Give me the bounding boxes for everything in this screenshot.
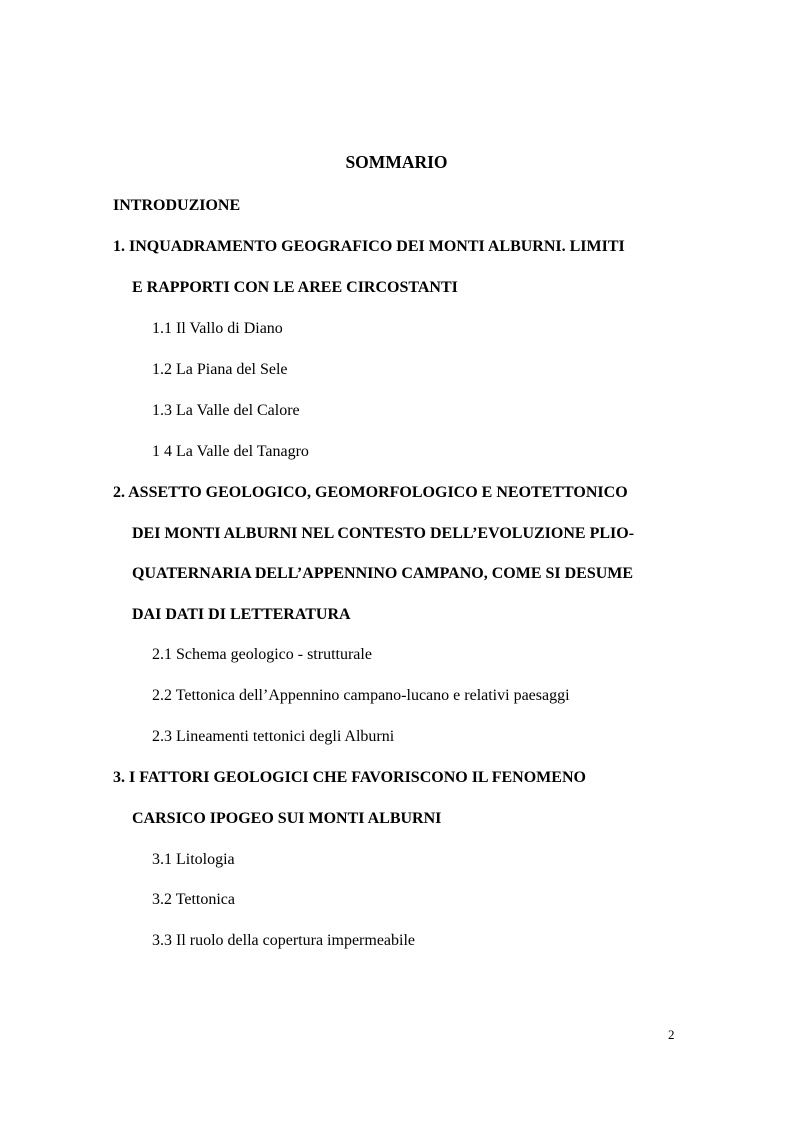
toc-entry-1-2: 1.2 La Piana del Sele — [152, 361, 288, 378]
toc-entry-3-2: 3.2 Tettonica — [152, 891, 236, 908]
toc-entry-chapter-1: 1. INQUADRAMENTO GEOGRAFICO DEI MONTI ALBURNI. LIMITI — [113, 238, 625, 255]
toc-entry-chapter-1-cont: E RAPPORTI CON LE AREE CIRCOSTANTI — [132, 279, 458, 296]
toc-entry-3-1: 3.1 Litologia — [152, 851, 235, 868]
toc-entry-3-3: 3.3 Il ruolo della copertura impermeabile — [152, 932, 416, 949]
page-number: 2 — [668, 1027, 675, 1042]
page-title: SOMMARIO — [345, 152, 448, 172]
toc-entry-chapter-3-cont: CARSICO IPOGEO SUI MONTI ALBURNI — [132, 810, 442, 827]
toc-entry-introduzione: INTRODUZIONE — [113, 197, 241, 214]
toc-entry-chapter-3: 3. I FATTORI GEOLOGICI CHE FAVORISCONO IL FENOMENO — [113, 769, 586, 786]
toc-entry-1-3: 1.3 La Valle del Calore — [152, 402, 300, 419]
toc-entry-1-4: 1 4 La Valle del Tanagro — [152, 443, 309, 460]
toc-entry-chapter-2-cont-3: DAI DATI DI LETTERATURA — [132, 606, 351, 623]
toc-entry-2-1: 2.1 Schema geologico - strutturale — [152, 646, 372, 663]
toc-entry-2-3: 2.3 Lineamenti tettonici degli Alburni — [152, 728, 395, 745]
toc-entry-chapter-2-cont-1: DEI MONTI ALBURNI NEL CONTESTO DELL’EVOLUZIONE PLIO- — [132, 525, 635, 542]
toc-entry-2-2: 2.2 Tettonica dell’Appennino campano-lucano e relativi paesaggi — [152, 687, 570, 704]
toc-entry-1-1: 1.1 Il Vallo di Diano — [152, 320, 283, 337]
toc-entry-chapter-2: 2. ASSETTO GEOLOGICO, GEOMORFOLOGICO E NEOTETTONICO — [113, 484, 628, 501]
toc-entry-chapter-2-cont-2: QUATERNARIA DELL’APPENNINO CAMPANO, COME SI DESUME — [132, 565, 634, 582]
